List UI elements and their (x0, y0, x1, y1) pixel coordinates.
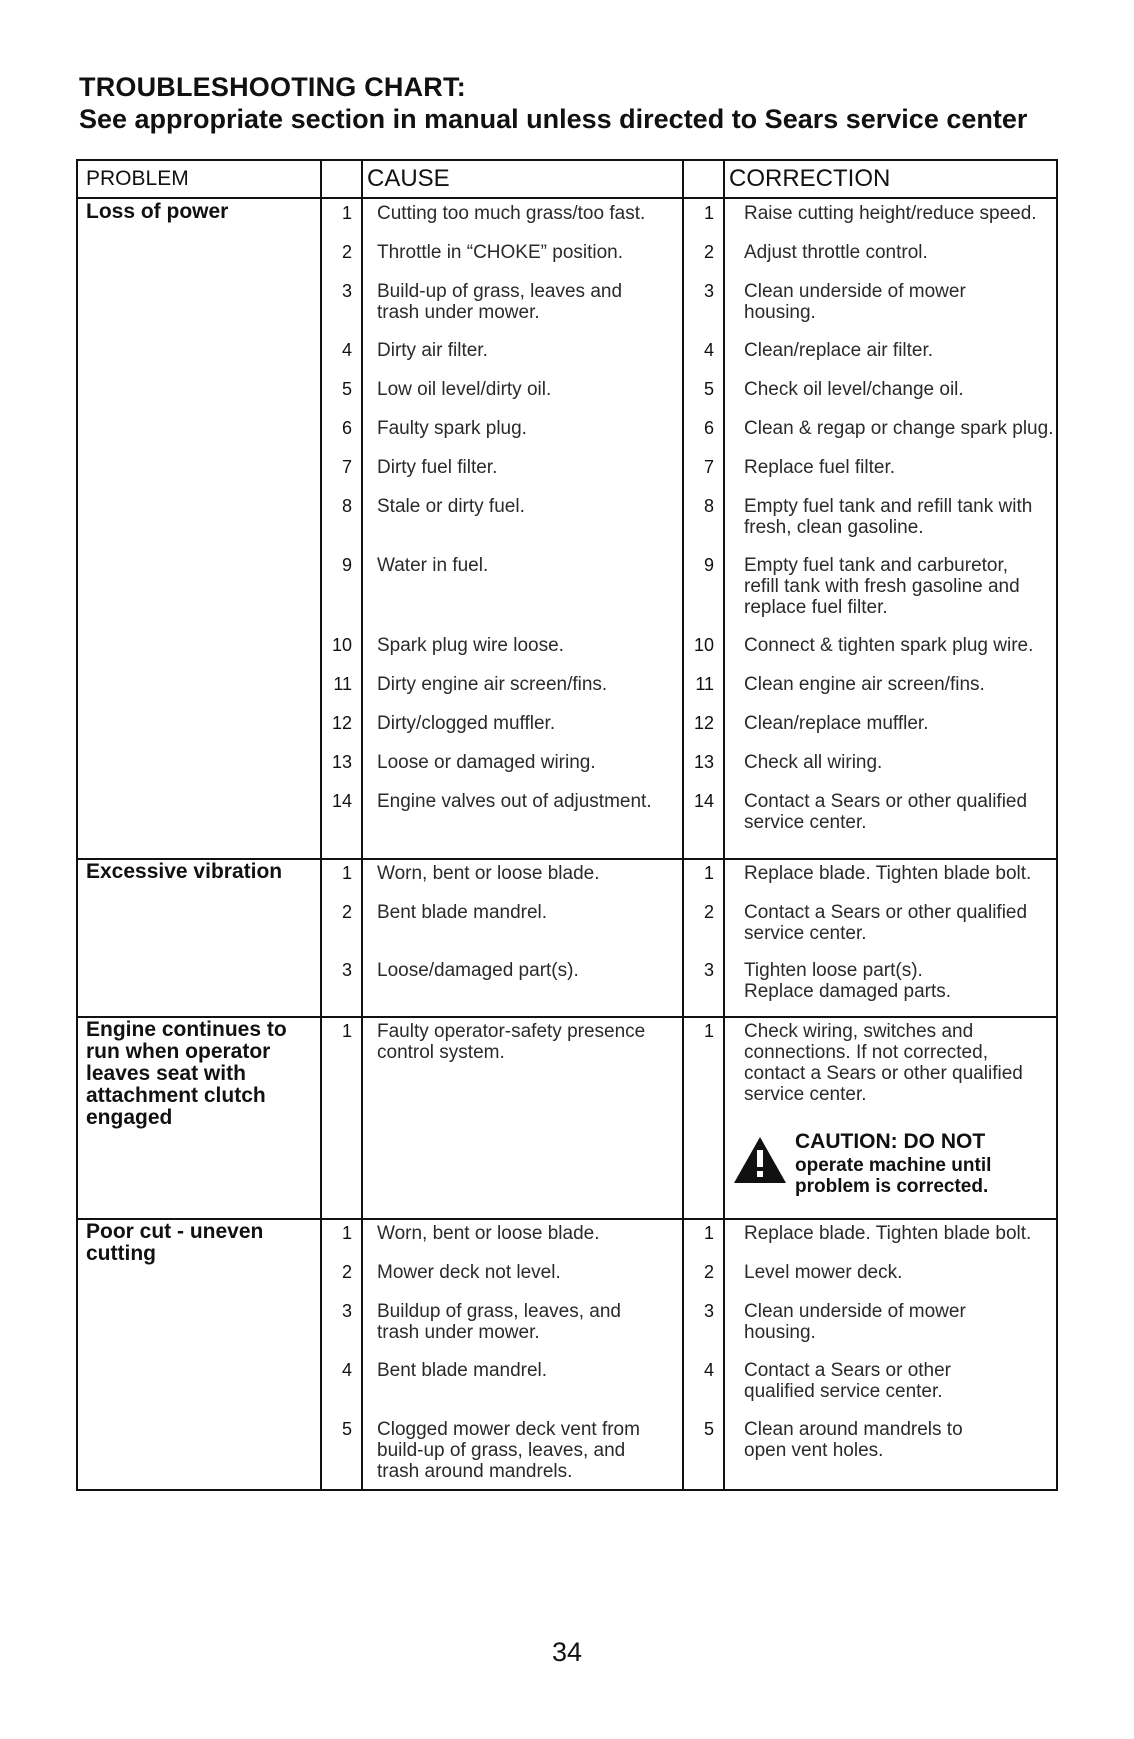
correction-number: 6 (703, 418, 714, 438)
correction-number: 4 (703, 340, 714, 360)
correction-number: 1 (703, 203, 714, 223)
correction-text: Clean/replace air filter. (744, 340, 934, 361)
problem-label: Loss of power (86, 200, 229, 223)
correction-number: 4 (703, 1360, 714, 1380)
cause-number: 1 (341, 1223, 352, 1243)
cause-number: 12 (331, 713, 352, 733)
correction-text: Clean/replace muffler. (744, 713, 929, 734)
cause-number: 13 (331, 752, 352, 772)
cause-text: Bent blade mandrel. (377, 1360, 548, 1381)
column-divider (723, 161, 725, 1489)
correction-text: Clean underside of mower housing. (744, 281, 966, 323)
cause-text: Stale or dirty fuel. (377, 496, 525, 517)
cause-number: 5 (341, 379, 352, 399)
correction-number: 12 (693, 713, 714, 733)
correction-text: Check all wiring. (744, 752, 883, 773)
correction-number: 10 (693, 635, 714, 655)
correction-number: 3 (703, 1301, 714, 1321)
correction-text: Clean around mandrels to open vent holes. (744, 1419, 963, 1461)
cause-number: 3 (341, 960, 352, 980)
cause-number: 4 (341, 340, 352, 360)
correction-number: 2 (703, 242, 714, 262)
correction-number: 1 (703, 1223, 714, 1243)
correction-text: Replace blade. Tighten blade bolt. (744, 1223, 1032, 1244)
correction-text: Level mower deck. (744, 1262, 903, 1283)
header-correction: CORRECTION (729, 165, 891, 192)
cause-number: 1 (341, 863, 352, 883)
correction-number: 3 (703, 960, 714, 980)
cause-number: 2 (341, 902, 352, 922)
correction-number: 13 (693, 752, 714, 772)
cause-text: Dirty air filter. (377, 340, 488, 361)
cause-number: 3 (341, 281, 352, 301)
cause-text: Bent blade mandrel. (377, 902, 548, 923)
correction-number: 9 (703, 555, 714, 575)
cause-text: Faulty spark plug. (377, 418, 527, 439)
column-divider (361, 161, 363, 1489)
cause-number: 10 (331, 635, 352, 655)
correction-number: 2 (703, 902, 714, 922)
correction-number: 14 (693, 791, 714, 811)
correction-text: Tighten loose part(s). Replace damaged parts. (744, 960, 952, 1002)
cause-text: Loose or damaged wiring. (377, 752, 596, 773)
cause-text: Spark plug wire loose. (377, 635, 564, 656)
cause-text: Mower deck not level. (377, 1262, 561, 1283)
correction-text: Check oil level/change oil. (744, 379, 964, 400)
cause-number: 1 (341, 203, 352, 223)
correction-number: 5 (703, 1419, 714, 1439)
correction-text: Empty fuel tank and carburetor, refill tank with fresh gasoline and replace fuel filter. (744, 555, 1020, 618)
cause-number: 11 (333, 674, 352, 694)
cause-text: Buildup of grass, leaves, and trash under mower. (377, 1301, 621, 1343)
problem-label: Poor cut - uneven cutting (86, 1220, 264, 1265)
cause-text: Worn, bent or loose blade. (377, 1223, 600, 1244)
correction-text: Clean & regap or change spark plug. (744, 418, 1054, 439)
cause-text: Worn, bent or loose blade. (377, 863, 600, 884)
caution-heading: CAUTION: DO NOT (795, 1130, 986, 1153)
correction-text: Check wiring, switches and connections. If not corrected, contact a Sears or other qualified service center. (744, 1021, 1023, 1105)
cause-text: Dirty fuel filter. (377, 457, 498, 478)
correction-text: Raise cutting height/reduce speed. (744, 203, 1037, 224)
correction-number: 7 (703, 457, 714, 477)
cause-number: 5 (341, 1419, 352, 1439)
page-subtitle: See appropriate section in manual unless directed to Sears service center (79, 104, 1028, 134)
cause-number: 2 (341, 242, 352, 262)
header-cause: CAUSE (367, 165, 450, 192)
cause-number: 9 (341, 555, 352, 575)
cause-text: Clogged mower deck vent from build-up of grass, leaves, and trash around mandrels. (377, 1419, 640, 1482)
cause-number: 7 (341, 457, 352, 477)
correction-text: Clean engine air screen/fins. (744, 674, 985, 695)
correction-number: 1 (703, 1021, 714, 1041)
problem-label: Excessive vibration (86, 860, 283, 883)
correction-number: 1 (703, 863, 714, 883)
problem-label: Engine continues to run when operator leaves seat with attachment clutch engaged (86, 1018, 287, 1129)
correction-text: Adjust throttle control. (744, 242, 928, 263)
header-problem: PROBLEM (86, 167, 189, 190)
column-divider (682, 161, 684, 1489)
cause-text: Faulty operator-safety presence control system. (377, 1021, 646, 1063)
cause-number: 14 (331, 791, 352, 811)
correction-text: Replace fuel filter. (744, 457, 896, 478)
cause-number: 6 (341, 418, 352, 438)
cause-text: Loose/damaged part(s). (377, 960, 579, 981)
troubleshooting-table (76, 159, 1058, 1491)
correction-text: Replace blade. Tighten blade bolt. (744, 863, 1032, 884)
column-divider (320, 161, 322, 1489)
cause-text: Water in fuel. (377, 555, 489, 576)
cause-text: Engine valves out of adjustment. (377, 791, 652, 812)
cause-number: 2 (341, 1262, 352, 1282)
cause-text: Throttle in “CHOKE” position. (377, 242, 624, 263)
cause-number: 8 (341, 496, 352, 516)
correction-text: Clean underside of mower housing. (744, 1301, 966, 1343)
warning-triangle-icon (733, 1136, 787, 1184)
correction-text: Connect & tighten spark plug wire. (744, 635, 1034, 656)
header-divider (78, 197, 1056, 199)
cause-text: Dirty engine air screen/fins. (377, 674, 608, 695)
cause-number: 4 (341, 1360, 352, 1380)
cause-text: Cutting too much grass/too fast. (377, 203, 646, 224)
correction-number: 3 (703, 281, 714, 301)
caution-notice (733, 1130, 1053, 1210)
correction-number: 2 (703, 1262, 714, 1282)
cause-text: Dirty/clogged muffler. (377, 713, 556, 734)
correction-number: 8 (703, 496, 714, 516)
correction-text: Contact a Sears or other qualified service center. (744, 1360, 951, 1402)
correction-text: Contact a Sears or other qualified service center. (744, 791, 1028, 833)
correction-number: 5 (703, 379, 714, 399)
cause-text: Build-up of grass, leaves and trash under mower. (377, 281, 623, 323)
correction-number: 11 (695, 674, 714, 694)
page-title: TROUBLESHOOTING CHART: (79, 72, 466, 102)
page-number: 34 (551, 1637, 583, 1667)
correction-text: Contact a Sears or other qualified service center. (744, 902, 1028, 944)
cause-number: 1 (341, 1021, 352, 1041)
correction-text: Empty fuel tank and refill tank with fresh, clean gasoline. (744, 496, 1033, 538)
cause-number: 3 (341, 1301, 352, 1321)
caution-text: operate machine until problem is corrected. (795, 1155, 992, 1197)
cause-text: Low oil level/dirty oil. (377, 379, 552, 400)
